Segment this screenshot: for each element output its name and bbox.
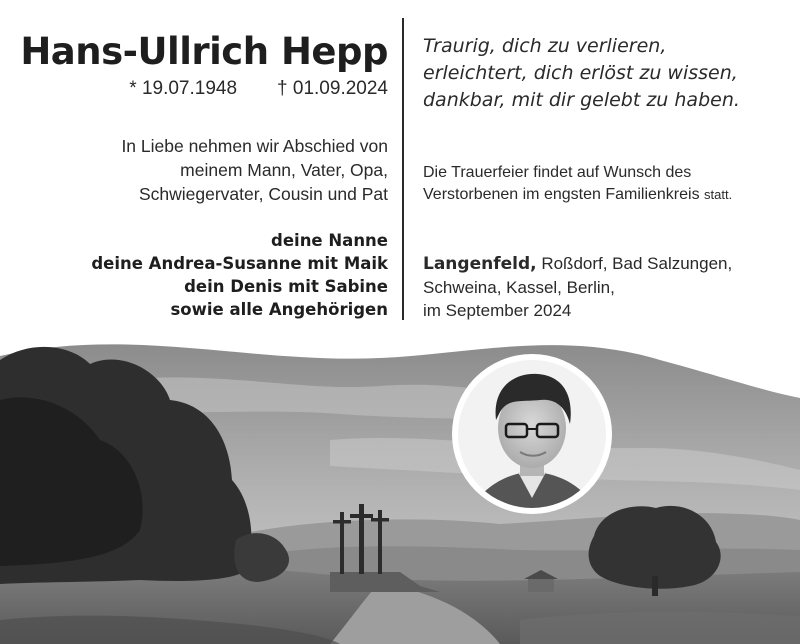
grass bbox=[520, 612, 800, 644]
memorial-poem bbox=[423, 33, 740, 114]
date-line: im September 2024 bbox=[423, 301, 572, 320]
place-line: Schweina, Kassel, Berlin, bbox=[423, 278, 615, 297]
cross-center-beam bbox=[350, 514, 373, 518]
farewell-line: Schwiegervater, Cousin und Pat bbox=[138, 184, 388, 204]
farewell-line: In Liebe nehmen wir Abschied von bbox=[121, 136, 388, 156]
ceremony-line: Die Trauerfeier findet auf Wunsch des bbox=[423, 164, 692, 181]
poem-line: erleichtert, dich erlöst zu wissen, bbox=[423, 62, 738, 84]
ceremony-line bbox=[423, 184, 732, 206]
poem-line: dankbar, mit dir gelebt zu haben. bbox=[423, 89, 740, 111]
life-dates bbox=[129, 78, 388, 100]
ceremony-notice bbox=[423, 162, 732, 206]
mourner-line: deine Andrea-Susanne mit Maik bbox=[91, 254, 388, 273]
place-rest: Roßdorf, Bad Salzungen, bbox=[541, 254, 733, 273]
birth-date: * 19.07.1948 bbox=[129, 78, 238, 99]
small-hut bbox=[528, 578, 554, 592]
ceremony-line-text: Verstorbenen im engsten Familienkreis bbox=[423, 186, 700, 203]
mourners-list bbox=[0, 229, 388, 321]
ceremony-line-end: statt. bbox=[704, 187, 733, 202]
poem-line: Traurig, dich zu verlieren, bbox=[423, 35, 667, 57]
tree-trunk bbox=[652, 576, 658, 596]
mourner-line: deine Nanne bbox=[271, 231, 388, 250]
mourner-line: sowie alle Angehörigen bbox=[170, 300, 388, 319]
farewell-line: meinem Mann, Vater, Opa, bbox=[180, 160, 388, 180]
landscape-image bbox=[0, 320, 800, 644]
cross-right-beam bbox=[371, 518, 389, 522]
cross-left-beam bbox=[333, 520, 351, 524]
mourner-line: dein Denis mit Sabine bbox=[184, 277, 388, 296]
place-town: Langenfeld, bbox=[423, 254, 537, 274]
place-and-date bbox=[423, 252, 732, 322]
column-divider bbox=[402, 18, 404, 320]
place-line bbox=[423, 252, 732, 276]
death-date: † 01.09.2024 bbox=[277, 78, 388, 99]
farewell-text bbox=[8, 134, 388, 206]
deceased-name: Hans-Ullrich Hepp bbox=[20, 30, 388, 73]
